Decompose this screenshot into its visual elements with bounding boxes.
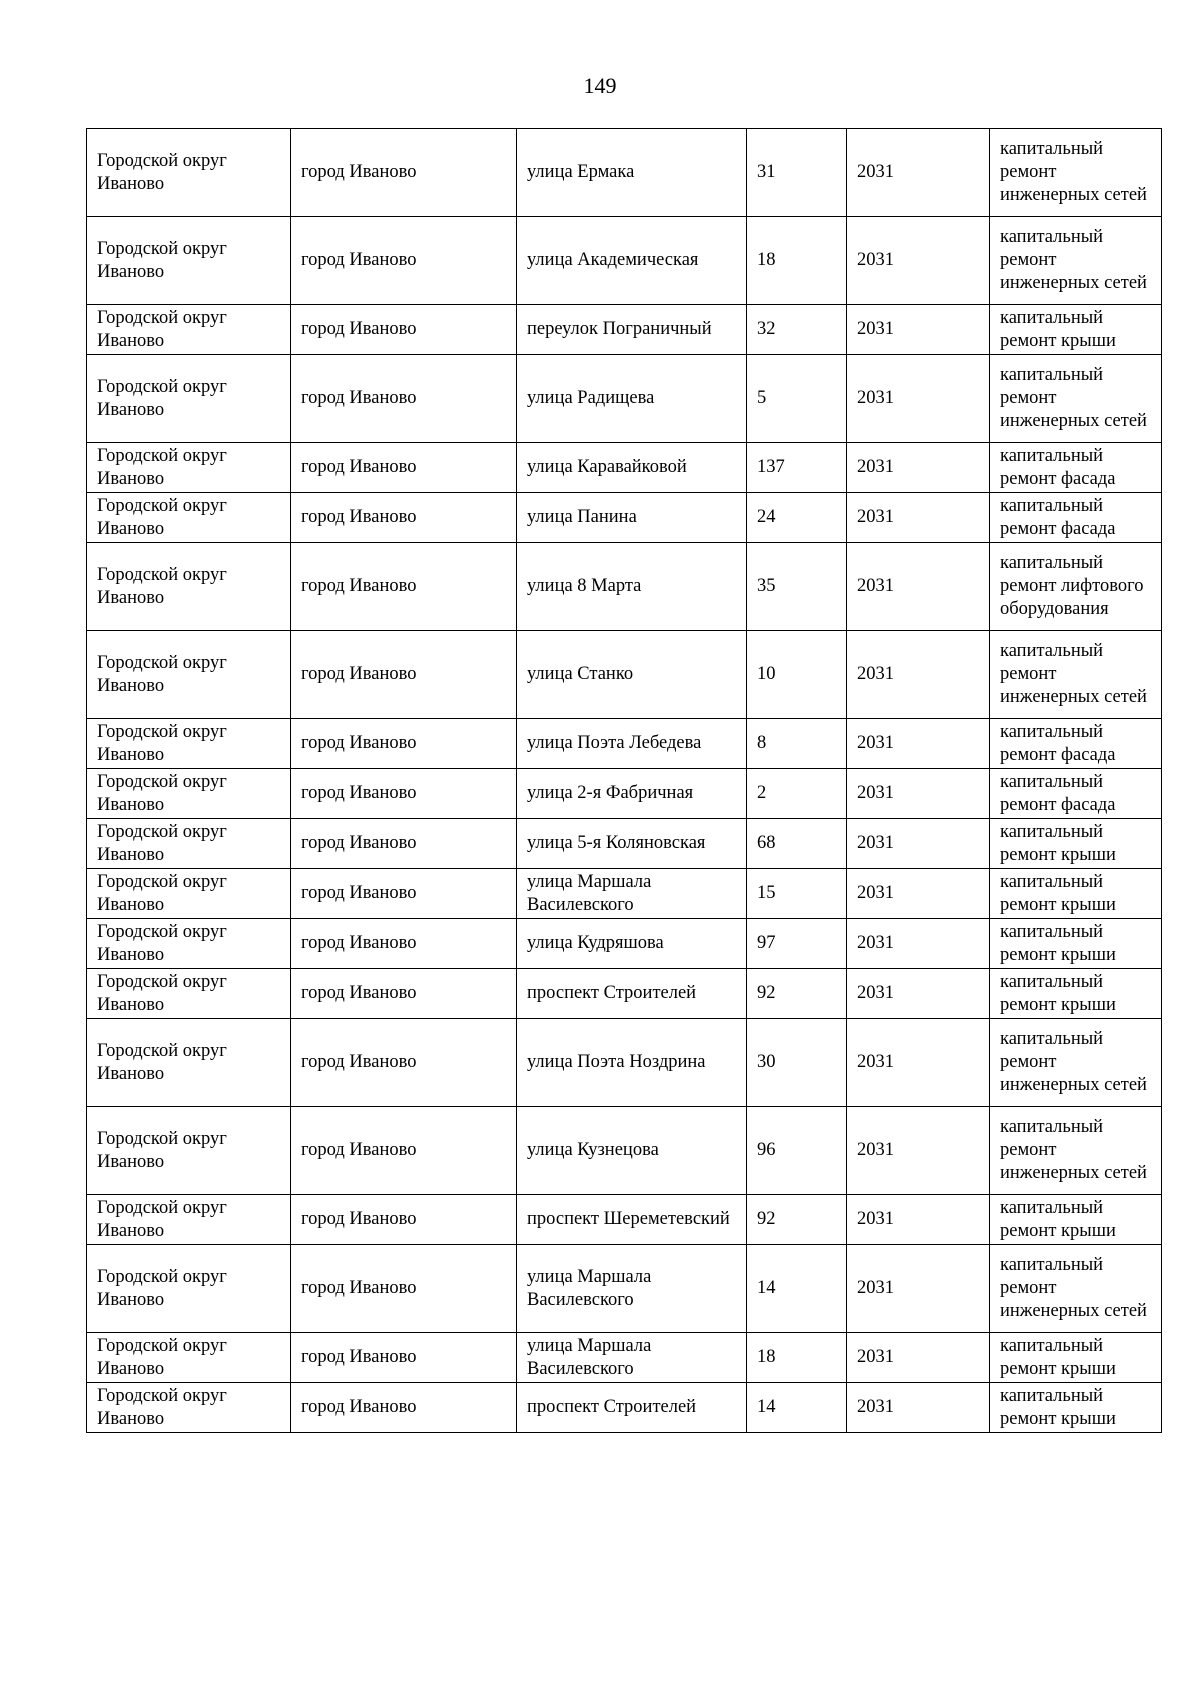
cell-work-type: капитальный ремонт инженерных сетей [990, 1107, 1162, 1195]
table-row [87, 869, 1162, 919]
cell-work-type: капитальный ремонт крыши [990, 305, 1162, 355]
cell-municipality: Городской округ Иваново [87, 305, 291, 355]
cell-settlement: город Иваново [291, 819, 517, 869]
cell-work-type: капитальный ремонт крыши [990, 869, 1162, 919]
cell-year: 2031 [847, 1107, 990, 1195]
cell-street: улица Маршала Василевского [517, 1333, 747, 1383]
cell-settlement: город Иваново [291, 543, 517, 631]
cell-municipality: Городской округ Иваново [87, 969, 291, 1019]
cell-house-number: 14 [747, 1383, 847, 1433]
cell-settlement: город Иваново [291, 769, 517, 819]
cell-municipality: Городской округ Иваново [87, 443, 291, 493]
cell-work-type: капитальный ремонт фасада [990, 443, 1162, 493]
table-row [87, 129, 1162, 217]
cell-municipality: Городской округ Иваново [87, 1383, 291, 1433]
cell-house-number: 92 [747, 969, 847, 1019]
cell-municipality: Городской округ Иваново [87, 769, 291, 819]
cell-house-number: 5 [747, 355, 847, 443]
cell-house-number: 2 [747, 769, 847, 819]
cell-work-type: капитальный ремонт крыши [990, 819, 1162, 869]
cell-municipality: Городской округ Иваново [87, 1195, 291, 1245]
cell-year: 2031 [847, 1195, 990, 1245]
cell-house-number: 68 [747, 819, 847, 869]
table-row [87, 1245, 1162, 1333]
cell-street: улица 8 Марта [517, 543, 747, 631]
cell-house-number: 14 [747, 1245, 847, 1333]
cell-work-type: капитальный ремонт инженерных сетей [990, 355, 1162, 443]
cell-work-type: капитальный ремонт фасада [990, 493, 1162, 543]
cell-street: улица Станко [517, 631, 747, 719]
cell-street: улица Ермака [517, 129, 747, 217]
cell-municipality: Городской округ Иваново [87, 1019, 291, 1107]
cell-house-number: 30 [747, 1019, 847, 1107]
cell-work-type: капитальный ремонт инженерных сетей [990, 129, 1162, 217]
cell-year: 2031 [847, 443, 990, 493]
cell-street: улица Маршала Василевского [517, 1245, 747, 1333]
cell-settlement: город Иваново [291, 1383, 517, 1433]
cell-house-number: 18 [747, 217, 847, 305]
cell-house-number: 24 [747, 493, 847, 543]
table-row [87, 1019, 1162, 1107]
cell-street: проспект Шереметевский [517, 1195, 747, 1245]
cell-municipality: Городской округ Иваново [87, 493, 291, 543]
cell-street: улица 5-я Коляновская [517, 819, 747, 869]
cell-house-number: 18 [747, 1333, 847, 1383]
cell-settlement: город Иваново [291, 1107, 517, 1195]
cell-settlement: город Иваново [291, 443, 517, 493]
cell-street: улица 2-я Фабричная [517, 769, 747, 819]
cell-house-number: 96 [747, 1107, 847, 1195]
cell-work-type: капитальный ремонт инженерных сетей [990, 217, 1162, 305]
cell-year: 2031 [847, 631, 990, 719]
cell-street: улица Кузнецова [517, 1107, 747, 1195]
table-row [87, 969, 1162, 1019]
cell-work-type: капитальный ремонт лифтового оборудования [990, 543, 1162, 631]
cell-settlement: город Иваново [291, 129, 517, 217]
cell-street: проспект Строителей [517, 969, 747, 1019]
cell-municipality: Городской округ Иваново [87, 1107, 291, 1195]
cell-municipality: Городской округ Иваново [87, 819, 291, 869]
cell-year: 2031 [847, 129, 990, 217]
cell-settlement: город Иваново [291, 1333, 517, 1383]
cell-street: улица Кудряшова [517, 919, 747, 969]
cell-municipality: Городской округ Иваново [87, 919, 291, 969]
table-row [87, 631, 1162, 719]
cell-settlement: город Иваново [291, 217, 517, 305]
cell-year: 2031 [847, 969, 990, 1019]
cell-street: переулок Пограничный [517, 305, 747, 355]
cell-street: улица Маршала Василевского [517, 869, 747, 919]
cell-municipality: Городской округ Иваново [87, 355, 291, 443]
cell-work-type: капитальный ремонт крыши [990, 1333, 1162, 1383]
housing-repair-table [86, 128, 1162, 1433]
cell-house-number: 15 [747, 869, 847, 919]
table-row [87, 719, 1162, 769]
cell-settlement: город Иваново [291, 355, 517, 443]
cell-street: улица Академическая [517, 217, 747, 305]
table-row [87, 493, 1162, 543]
cell-work-type: капитальный ремонт инженерных сетей [990, 1019, 1162, 1107]
cell-house-number: 31 [747, 129, 847, 217]
cell-street: проспект Строителей [517, 1383, 747, 1433]
cell-year: 2031 [847, 493, 990, 543]
cell-house-number: 35 [747, 543, 847, 631]
cell-street: улица Панина [517, 493, 747, 543]
cell-year: 2031 [847, 919, 990, 969]
table-row [87, 1383, 1162, 1433]
cell-street: улица Каравайковой [517, 443, 747, 493]
page-number: 149 [583, 73, 617, 98]
cell-settlement: город Иваново [291, 869, 517, 919]
cell-municipality: Городской округ Иваново [87, 543, 291, 631]
cell-municipality: Городской округ Иваново [87, 631, 291, 719]
cell-work-type: капитальный ремонт инженерных сетей [990, 1245, 1162, 1333]
cell-year: 2031 [847, 819, 990, 869]
cell-year: 2031 [847, 769, 990, 819]
table-row [87, 443, 1162, 493]
cell-settlement: город Иваново [291, 969, 517, 1019]
cell-year: 2031 [847, 1383, 990, 1433]
cell-year: 2031 [847, 543, 990, 631]
cell-year: 2031 [847, 719, 990, 769]
cell-settlement: город Иваново [291, 1019, 517, 1107]
table-row [87, 1333, 1162, 1383]
cell-municipality: Городской округ Иваново [87, 719, 291, 769]
cell-work-type: капитальный ремонт фасада [990, 769, 1162, 819]
cell-house-number: 97 [747, 919, 847, 969]
table-row [87, 1107, 1162, 1195]
cell-street: улица Радищева [517, 355, 747, 443]
cell-municipality: Городской округ Иваново [87, 869, 291, 919]
cell-house-number: 10 [747, 631, 847, 719]
cell-year: 2031 [847, 869, 990, 919]
cell-municipality: Городской округ Иваново [87, 1333, 291, 1383]
cell-street: улица Поэта Лебедева [517, 719, 747, 769]
cell-settlement: город Иваново [291, 305, 517, 355]
table-row [87, 769, 1162, 819]
cell-settlement: город Иваново [291, 631, 517, 719]
table-row [87, 305, 1162, 355]
cell-settlement: город Иваново [291, 919, 517, 969]
cell-work-type: капитальный ремонт крыши [990, 969, 1162, 1019]
cell-year: 2031 [847, 355, 990, 443]
cell-year: 2031 [847, 1019, 990, 1107]
cell-work-type: капитальный ремонт инженерных сетей [990, 631, 1162, 719]
cell-street: улица Поэта Ноздрина [517, 1019, 747, 1107]
cell-house-number: 32 [747, 305, 847, 355]
cell-work-type: капитальный ремонт фасада [990, 719, 1162, 769]
cell-year: 2031 [847, 217, 990, 305]
cell-settlement: город Иваново [291, 1245, 517, 1333]
table-row [87, 819, 1162, 869]
table-body [87, 129, 1162, 1433]
cell-year: 2031 [847, 305, 990, 355]
cell-settlement: город Иваново [291, 493, 517, 543]
cell-house-number: 137 [747, 443, 847, 493]
table-row [87, 355, 1162, 443]
cell-work-type: капитальный ремонт крыши [990, 1383, 1162, 1433]
table-row [87, 1195, 1162, 1245]
table-row [87, 919, 1162, 969]
cell-work-type: капитальный ремонт крыши [990, 1195, 1162, 1245]
cell-municipality: Городской округ Иваново [87, 217, 291, 305]
cell-house-number: 8 [747, 719, 847, 769]
table-row [87, 217, 1162, 305]
cell-year: 2031 [847, 1333, 990, 1383]
cell-work-type: капитальный ремонт крыши [990, 919, 1162, 969]
table-row [87, 543, 1162, 631]
cell-settlement: город Иваново [291, 719, 517, 769]
cell-settlement: город Иваново [291, 1195, 517, 1245]
cell-municipality: Городской округ Иваново [87, 1245, 291, 1333]
cell-year: 2031 [847, 1245, 990, 1333]
cell-house-number: 92 [747, 1195, 847, 1245]
cell-municipality: Городской округ Иваново [87, 129, 291, 217]
